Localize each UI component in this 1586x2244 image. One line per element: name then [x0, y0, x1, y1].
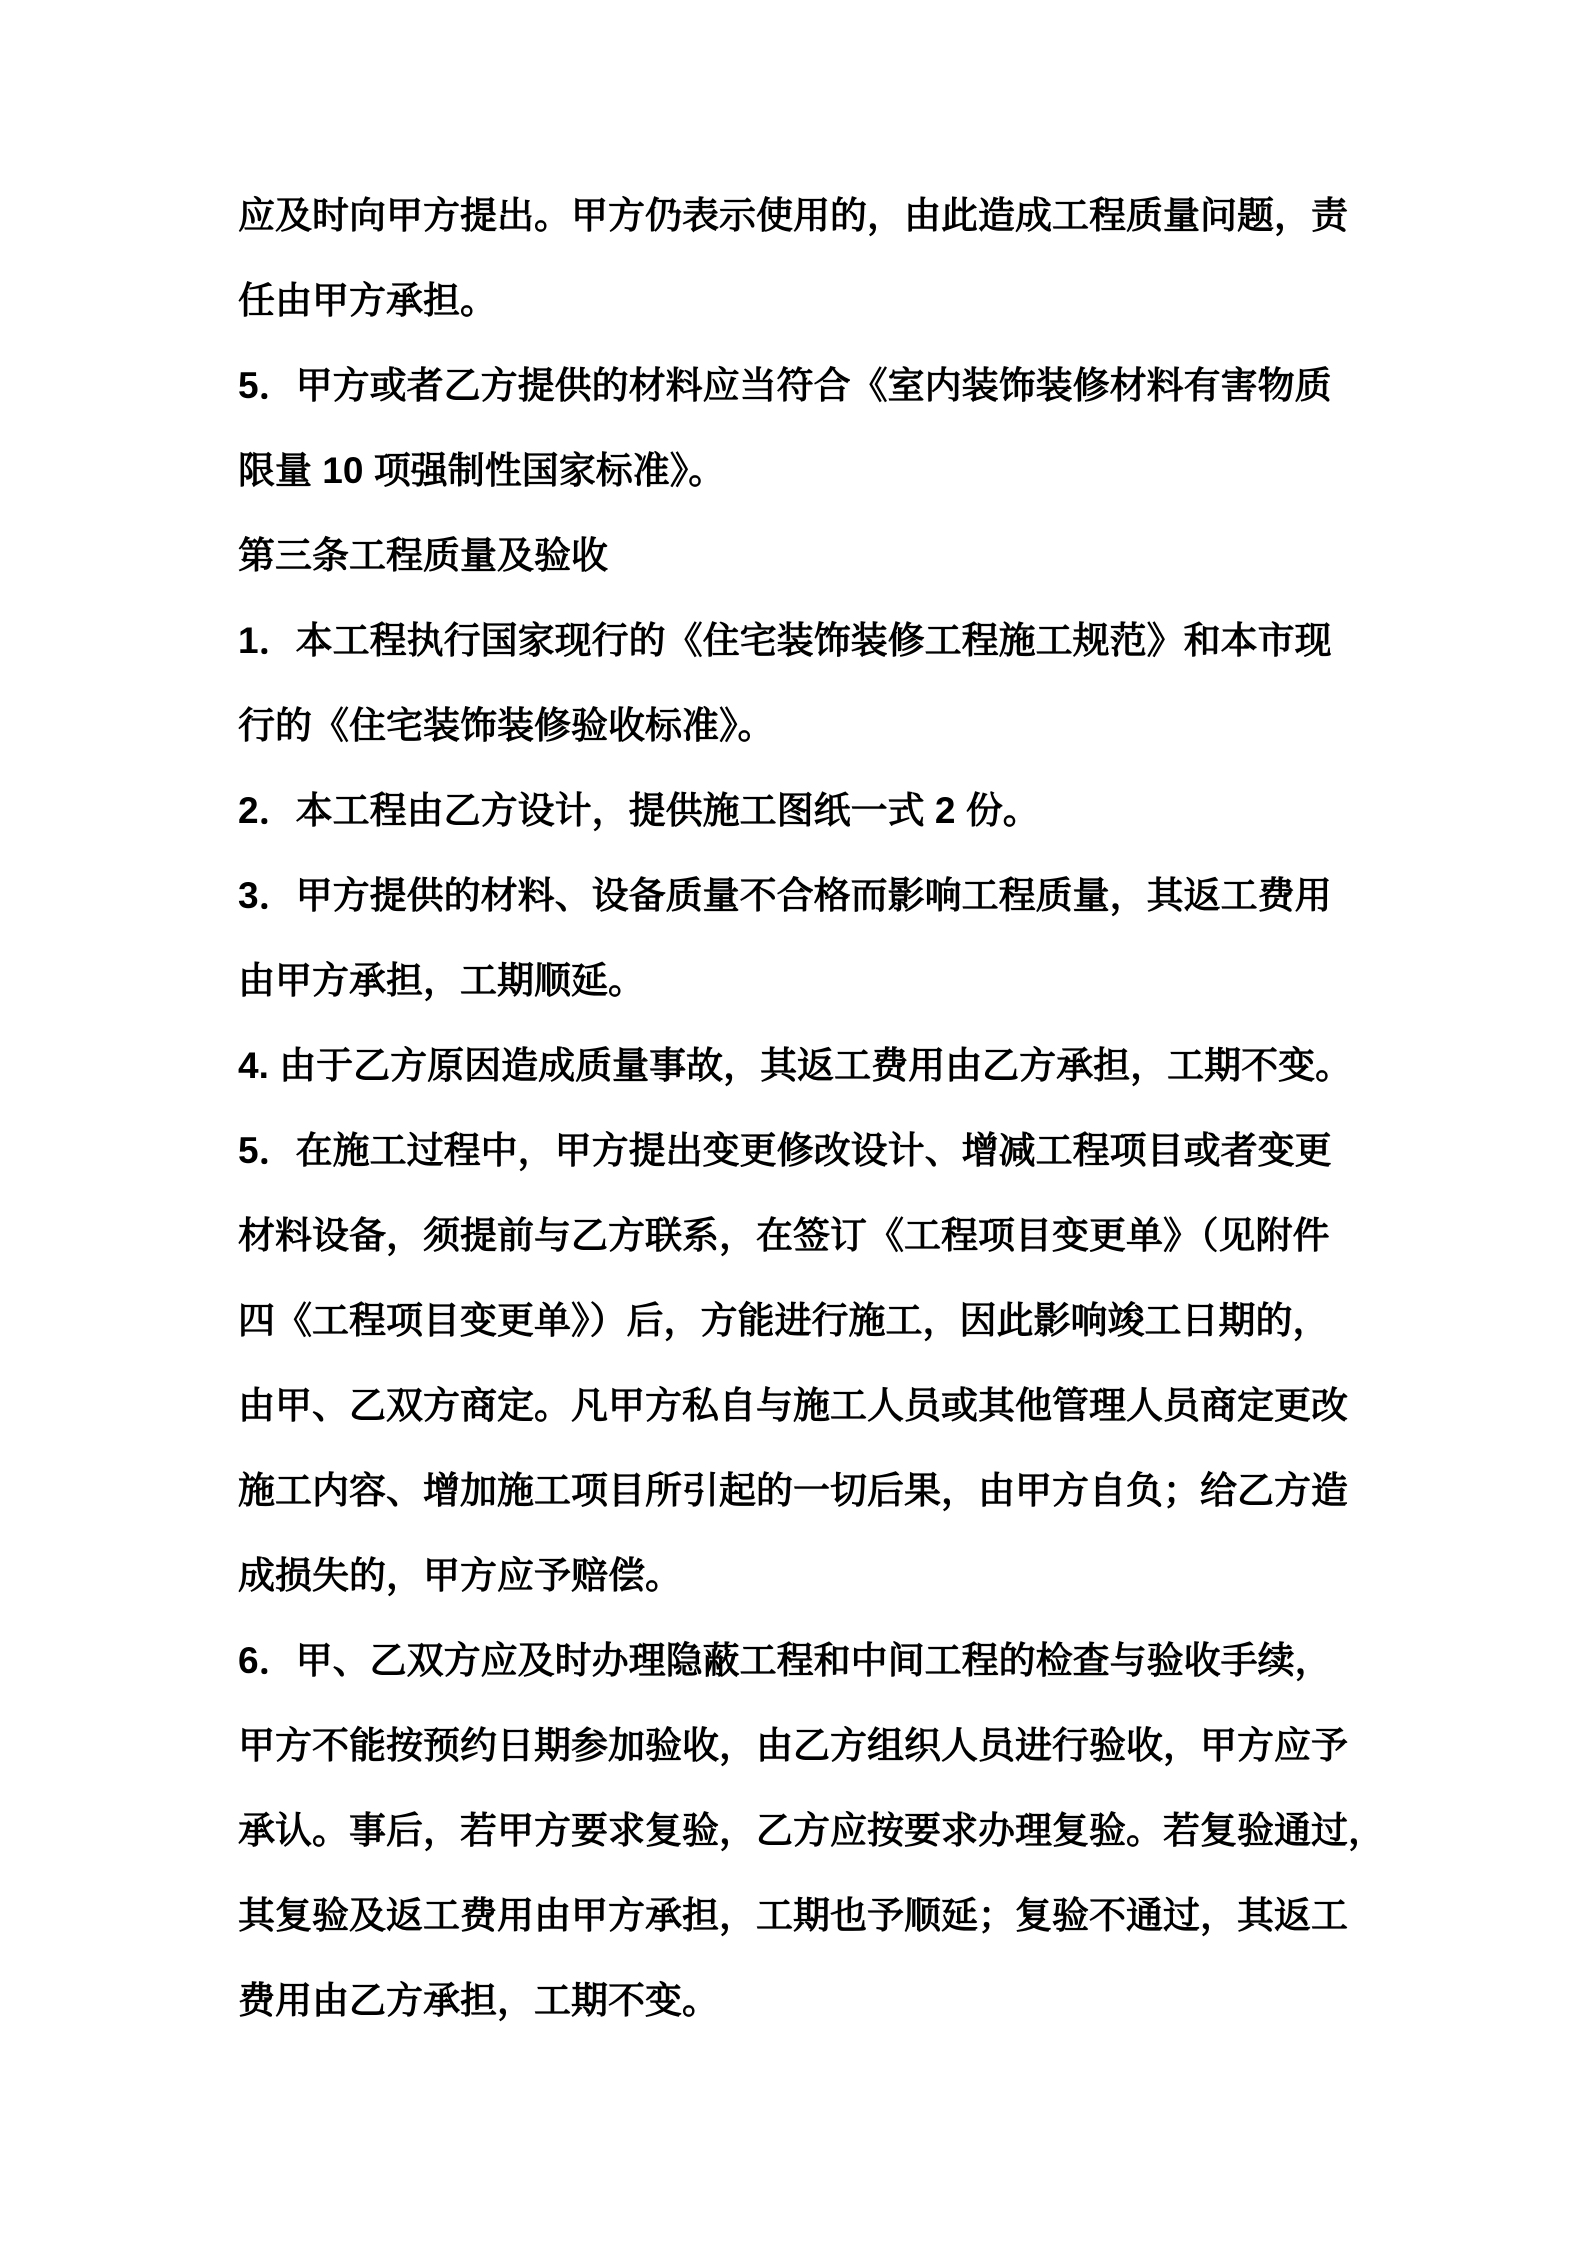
text-line: 3．甲方提供的材料、设备质量不合格而影响工程质量，其返工费用: [238, 875, 1332, 916]
text-line: 限量 10 项强制性国家标准》。: [238, 450, 726, 491]
text-line: 由甲、乙双方商定。凡甲方私自与施工人员或其他管理人员商定更改: [238, 1385, 1348, 1426]
text-line: 任由甲方承担。: [238, 280, 497, 321]
contract-text-block: [238, 173, 1385, 2043]
text-line: 施工内容、增加施工项目所引起的一切后果，由甲方自负；给乙方造: [238, 1470, 1348, 1511]
text-line: 5．在施工过程中，甲方提出变更修改设计、增减工程项目或者变更: [238, 1130, 1332, 1171]
text-line: 1．本工程执行国家现行的《住宅装饰装修工程施工规范》和本市现: [238, 620, 1332, 661]
text-line: 4. 由于乙方原因造成质量事故，其返工费用由乙方承担，工期不变。: [238, 1045, 1353, 1086]
text-line: 四《工程项目变更单》）后，方能进行施工，因此影响竣工日期的，: [238, 1300, 1330, 1341]
text-line: 6．甲、乙双方应及时办理隐蔽工程和中间工程的检查与验收手续，: [238, 1640, 1332, 1681]
text-line: 2．本工程由乙方设计，提供施工图纸一式 2 份。: [238, 790, 1040, 831]
section-heading-line: 第三条工程质量及验收: [238, 535, 608, 576]
text-line: 行的《住宅装饰装修验收标准》。: [238, 705, 775, 746]
text-line: 材料设备，须提前与乙方联系，在签订《工程项目变更单》（见附件: [238, 1215, 1330, 1256]
text-line: 其复验及返工费用由甲方承担，工期也予顺延；复验不通过，其返工: [238, 1895, 1348, 1936]
text-line: 5．甲方或者乙方提供的材料应当符合《室内装饰装修材料有害物质: [238, 365, 1332, 406]
text-line: 应及时向甲方提出。甲方仍表示使用的，由此造成工程质量问题，责: [238, 195, 1348, 236]
text-line: 承认。事后，若甲方要求复验，乙方应按要求办理复验。若复验通过，: [238, 1810, 1385, 1851]
text-line: 成损失的，甲方应予赔偿。: [238, 1555, 682, 1596]
text-line: 甲方不能按预约日期参加验收，由乙方组织人员进行验收，甲方应予: [238, 1725, 1348, 1766]
text-line: 由甲方承担，工期顺延。: [238, 960, 645, 1001]
text-line: 费用由乙方承担，工期不变。: [238, 1980, 719, 2021]
